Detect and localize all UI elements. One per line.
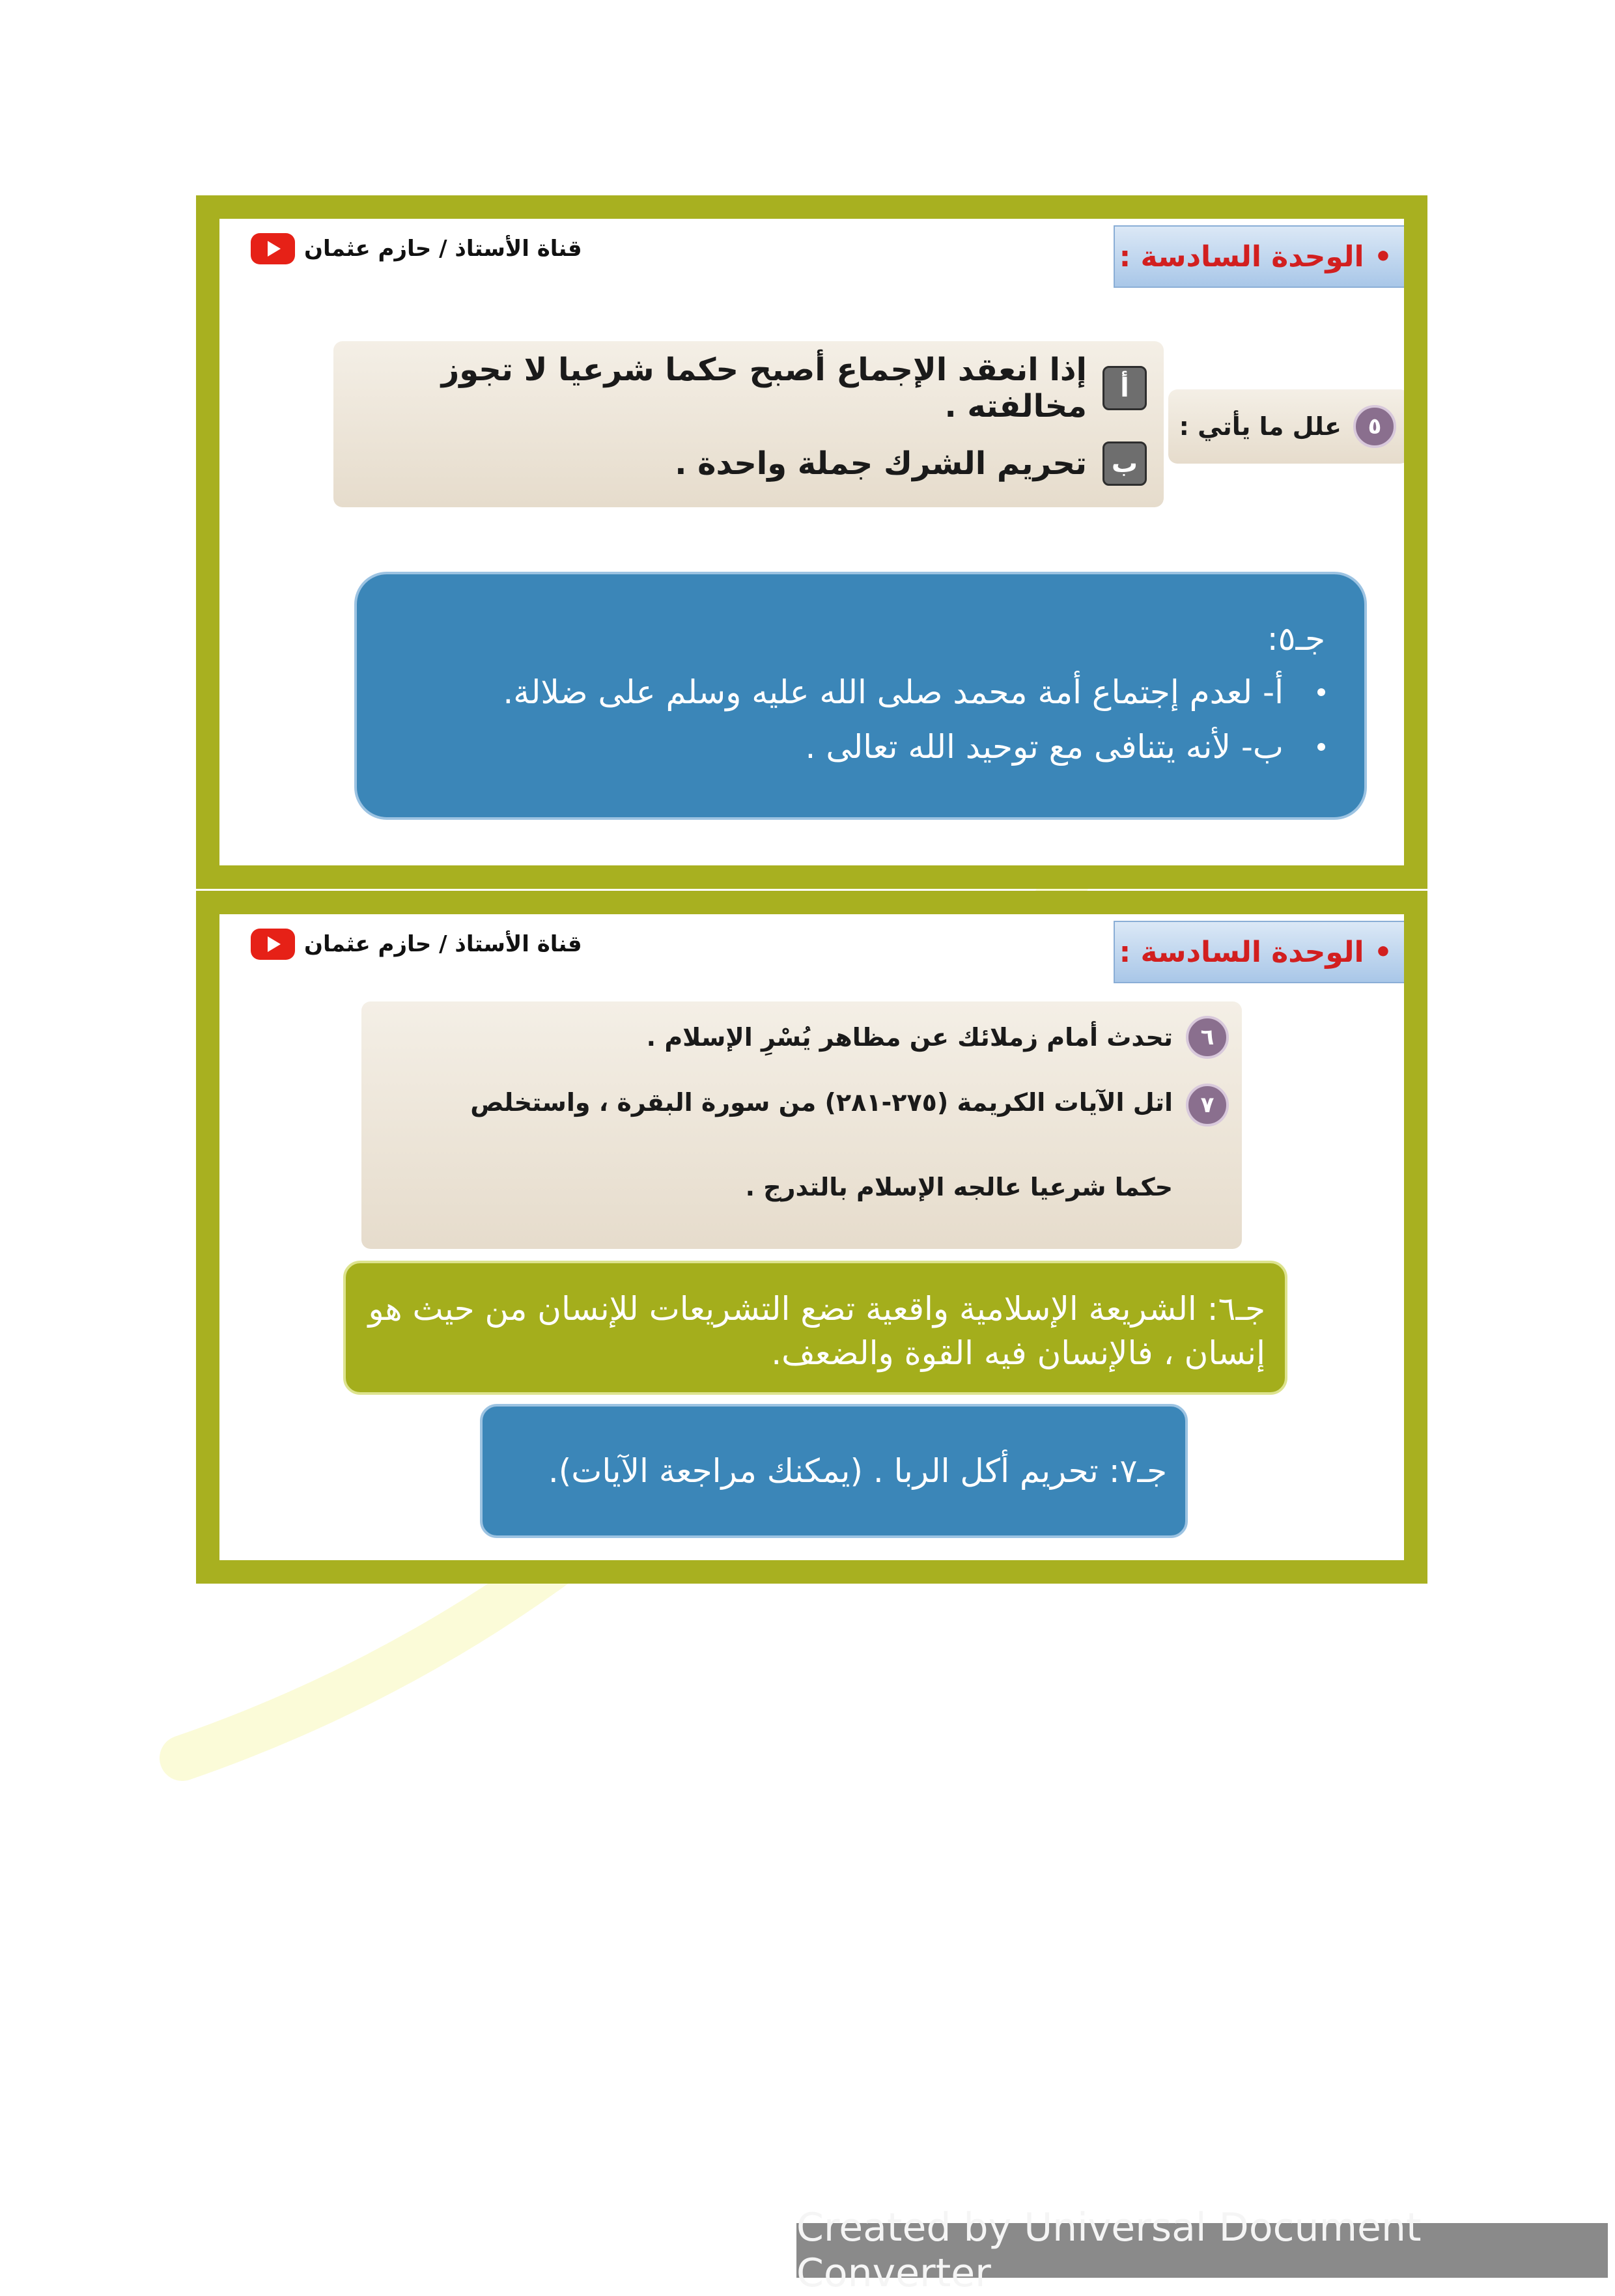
- youtube-icon: [251, 233, 295, 264]
- item-a-text: إذا انعقد الإجماع أصبح حكما شرعيا لا تجوز مخالفته .: [441, 352, 1087, 425]
- question-5-badge: ٥: [1353, 405, 1396, 448]
- question-6-badge: ٦: [1186, 1016, 1229, 1059]
- answer-6-box: [343, 1261, 1287, 1395]
- question-5-items-card: [333, 341, 1164, 507]
- question-7: [407, 1084, 1229, 1229]
- answer-5-bullet-b: ب- لأنه يتنافى مع توحيد الله تعالى .: [396, 728, 1325, 766]
- bullet-dot: [1317, 688, 1325, 696]
- item-b-text: تحريم الشرك جملة واحدة .: [675, 445, 1087, 482]
- channel-header: [251, 929, 582, 960]
- item-a-badge: أ: [1102, 366, 1147, 410]
- youtube-icon: [251, 929, 295, 960]
- channel-label: قناة الأستاذ / حازم عثمان: [304, 931, 582, 957]
- channel-header: [251, 233, 582, 264]
- unit-title: • الوحدة السادسة :: [1119, 240, 1392, 273]
- answer-7-text: جـ٧: تحريم أكل الربا . (يمكنك مراجعة الآيات).: [548, 1452, 1167, 1490]
- question-7-text: اتل الآيات الكريمة (٢٧٥-٢٨١) من سورة البقرة ، واستخلص حكما شرعيا عالجه الإسلام بالتدرج .: [470, 1088, 1173, 1201]
- answer-5-heading: جـ٥:: [1267, 620, 1325, 658]
- questions-6-7-card: [361, 1001, 1242, 1249]
- unit-title-banner: [1114, 225, 1404, 288]
- unit-title-banner: [1114, 921, 1404, 983]
- question-5-label-card: [1168, 389, 1404, 464]
- answer-6-text: جـ٦: الشريعة الإسلامية واقعية تضع التشريعات للإنسان من حيث هو إنسان ، فالإنسان فيه القوة والضعف.: [368, 1290, 1265, 1372]
- slide-2: [196, 891, 1427, 1584]
- question-7-badge: ٧: [1186, 1084, 1229, 1127]
- answer-7-box: [480, 1404, 1188, 1538]
- question-5-item-a: [333, 352, 1147, 425]
- converter-footer: Created by Universal Document Converter: [796, 2223, 1608, 2278]
- channel-label: قناة الأستاذ / حازم عثمان: [304, 236, 582, 262]
- answer-5-bullet-a: أ- لعدم إجتماع أمة محمد صلى الله عليه وسلم على ضلالة.: [396, 673, 1325, 711]
- unit-title: • الوحدة السادسة :: [1119, 935, 1392, 969]
- question-5-label: علل ما يأتي :: [1179, 412, 1341, 441]
- slide-2-content: [219, 914, 1404, 1560]
- slide-1-content: [219, 219, 1404, 865]
- answer-5-box: [354, 572, 1367, 820]
- question-5-item-b: [333, 431, 1147, 496]
- answer-5-list: [396, 673, 1325, 766]
- question-6: [407, 1016, 1229, 1059]
- question-6-text: تحدث أمام زملائك عن مظاهر يُسْرِ الإسلام .: [646, 1023, 1173, 1052]
- slide-1: [196, 195, 1427, 889]
- bullet-dot: [1317, 743, 1325, 751]
- item-b-badge: ب: [1102, 441, 1147, 486]
